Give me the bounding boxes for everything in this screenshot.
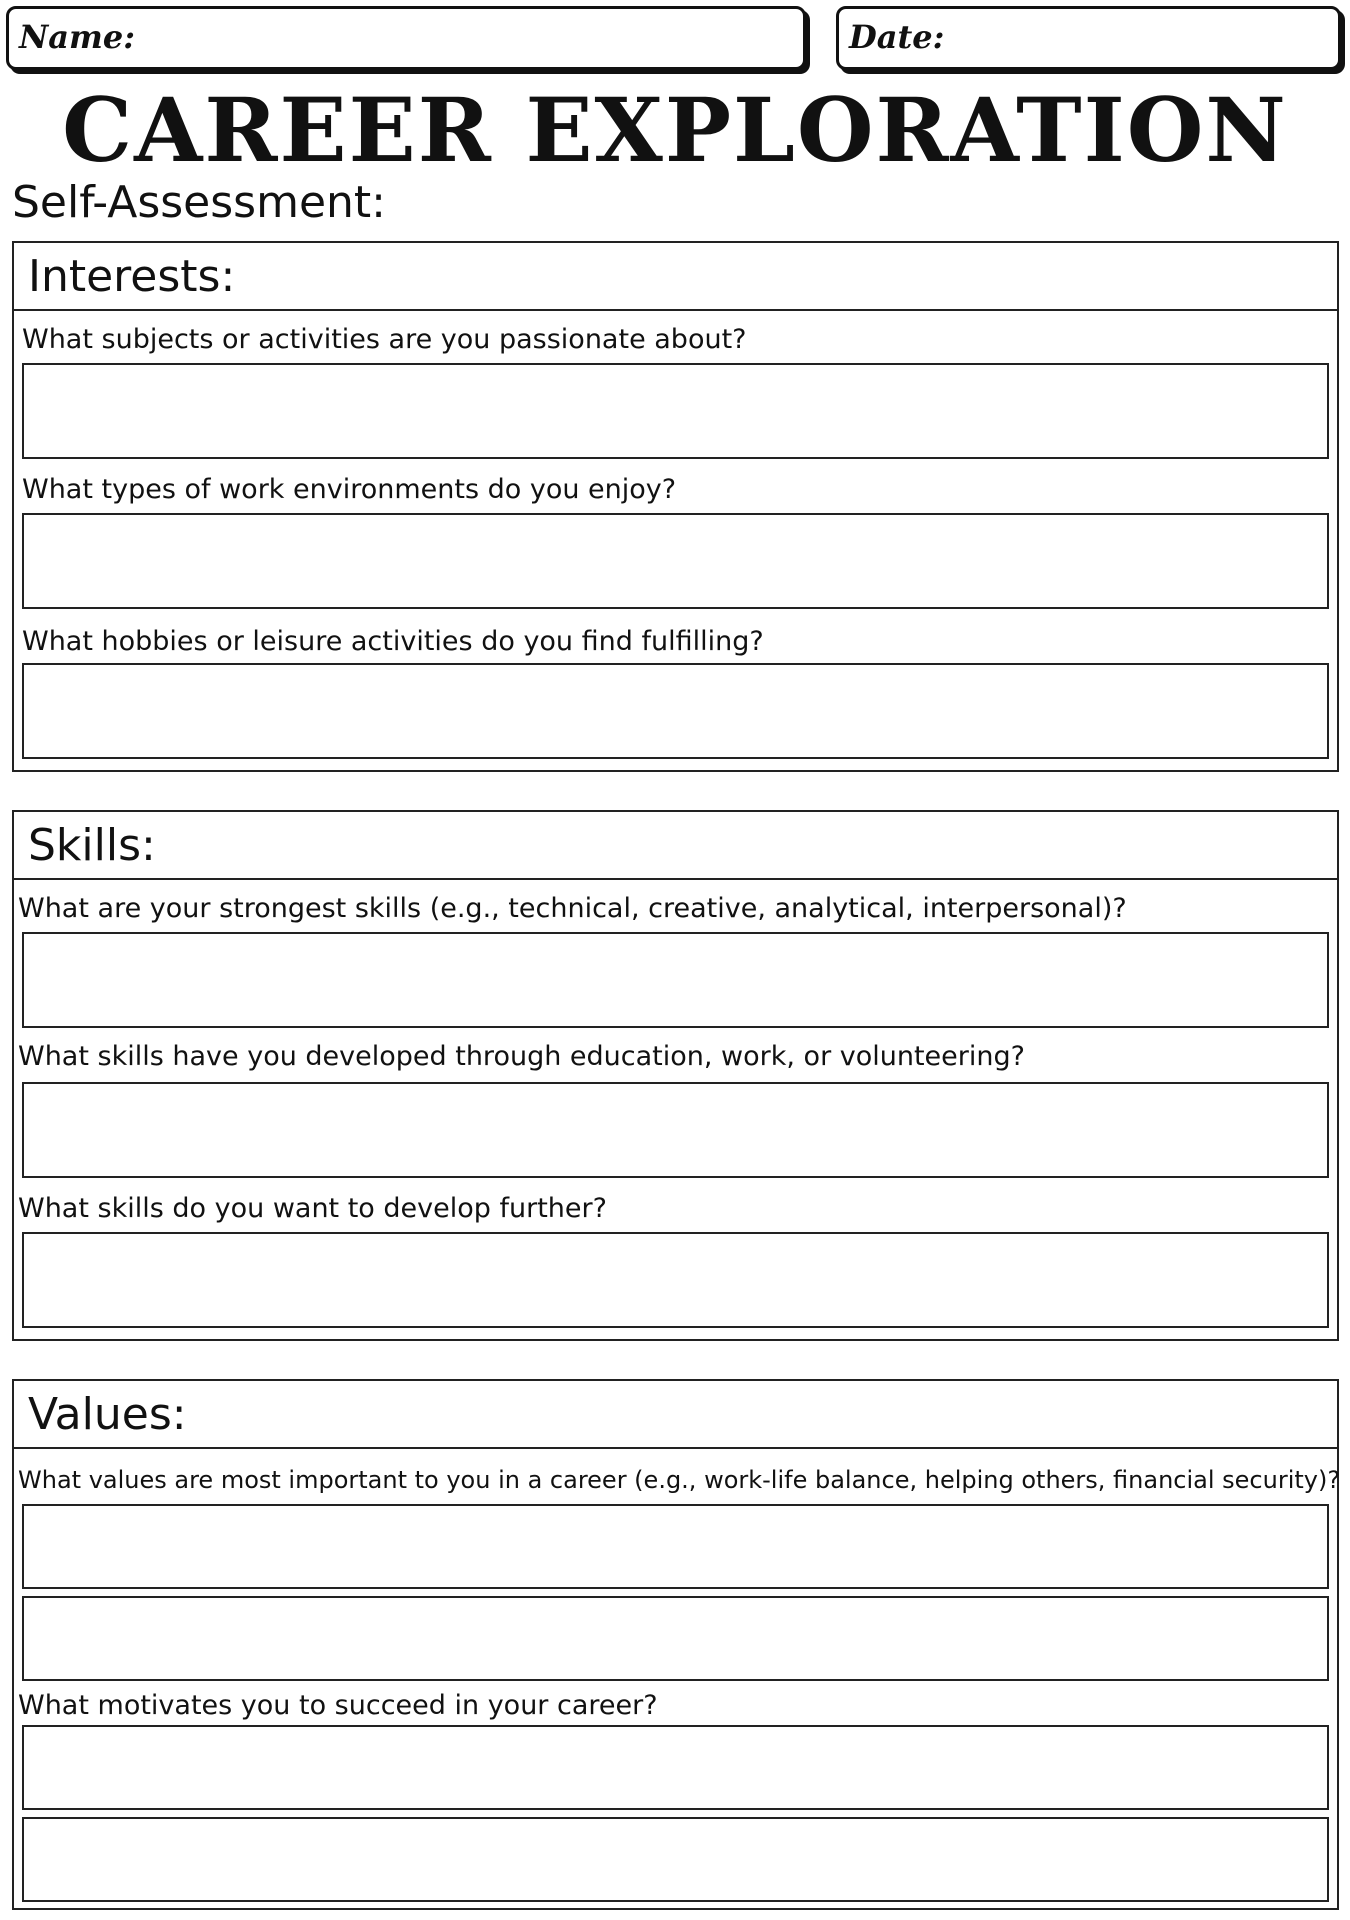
- date-input[interactable]: [949, 15, 1326, 63]
- skills-section-header: [14, 812, 1337, 880]
- interests-question-1: What subjects or activities are you passionate about?: [22, 324, 747, 355]
- interests-question-2: What types of work environments do you enjoy?: [22, 474, 677, 505]
- page-title: CAREER EXPLORATION: [62, 78, 1288, 182]
- values-answer-box-1[interactable]: [22, 1504, 1329, 1589]
- page-subtitle: Self-Assessment:: [12, 177, 386, 228]
- name-label: Name:: [19, 18, 136, 56]
- values-answer-box-2[interactable]: [22, 1596, 1329, 1681]
- values-section-header: [14, 1381, 1337, 1449]
- skills-section: [12, 810, 1339, 1341]
- interests-answer-box-2[interactable]: [22, 513, 1329, 609]
- skills-answer-box-3[interactable]: [22, 1232, 1329, 1328]
- values-section: [12, 1379, 1339, 1910]
- values-question-2: What motivates you to succeed in your career?: [18, 1690, 658, 1721]
- skills-question-1: What are your strongest skills (e.g., technical, creative, analytical, interpersonal)?: [18, 893, 1127, 924]
- name-input[interactable]: [139, 15, 791, 63]
- date-label: Date:: [849, 18, 945, 56]
- interests-answer-box-3[interactable]: [22, 663, 1329, 759]
- interests-answer-box-1[interactable]: [22, 363, 1329, 459]
- values-question-1: What values are most important to you in a career (e.g., work-life balance, helping others, financial security)?: [18, 1466, 1341, 1494]
- values-answer-box-3[interactable]: [22, 1725, 1329, 1810]
- name-field[interactable]: [6, 6, 806, 70]
- skills-question-2: What skills have you developed through education, work, or volunteering?: [18, 1041, 1025, 1072]
- interests-question-3: What hobbies or leisure activities do you find fulfilling?: [22, 626, 764, 657]
- skills-answer-box-1[interactable]: [22, 932, 1329, 1028]
- skills-answer-box-2[interactable]: [22, 1082, 1329, 1178]
- interests-section-title: Interests:: [28, 251, 236, 302]
- skills-question-3: What skills do you want to develop further?: [18, 1193, 607, 1224]
- skills-section-title: Skills:: [28, 820, 156, 871]
- values-answer-box-4[interactable]: [22, 1817, 1329, 1902]
- interests-section: [12, 241, 1339, 772]
- interests-section-header: [14, 243, 1337, 311]
- values-section-title: Values:: [28, 1389, 187, 1440]
- date-field[interactable]: [836, 6, 1341, 70]
